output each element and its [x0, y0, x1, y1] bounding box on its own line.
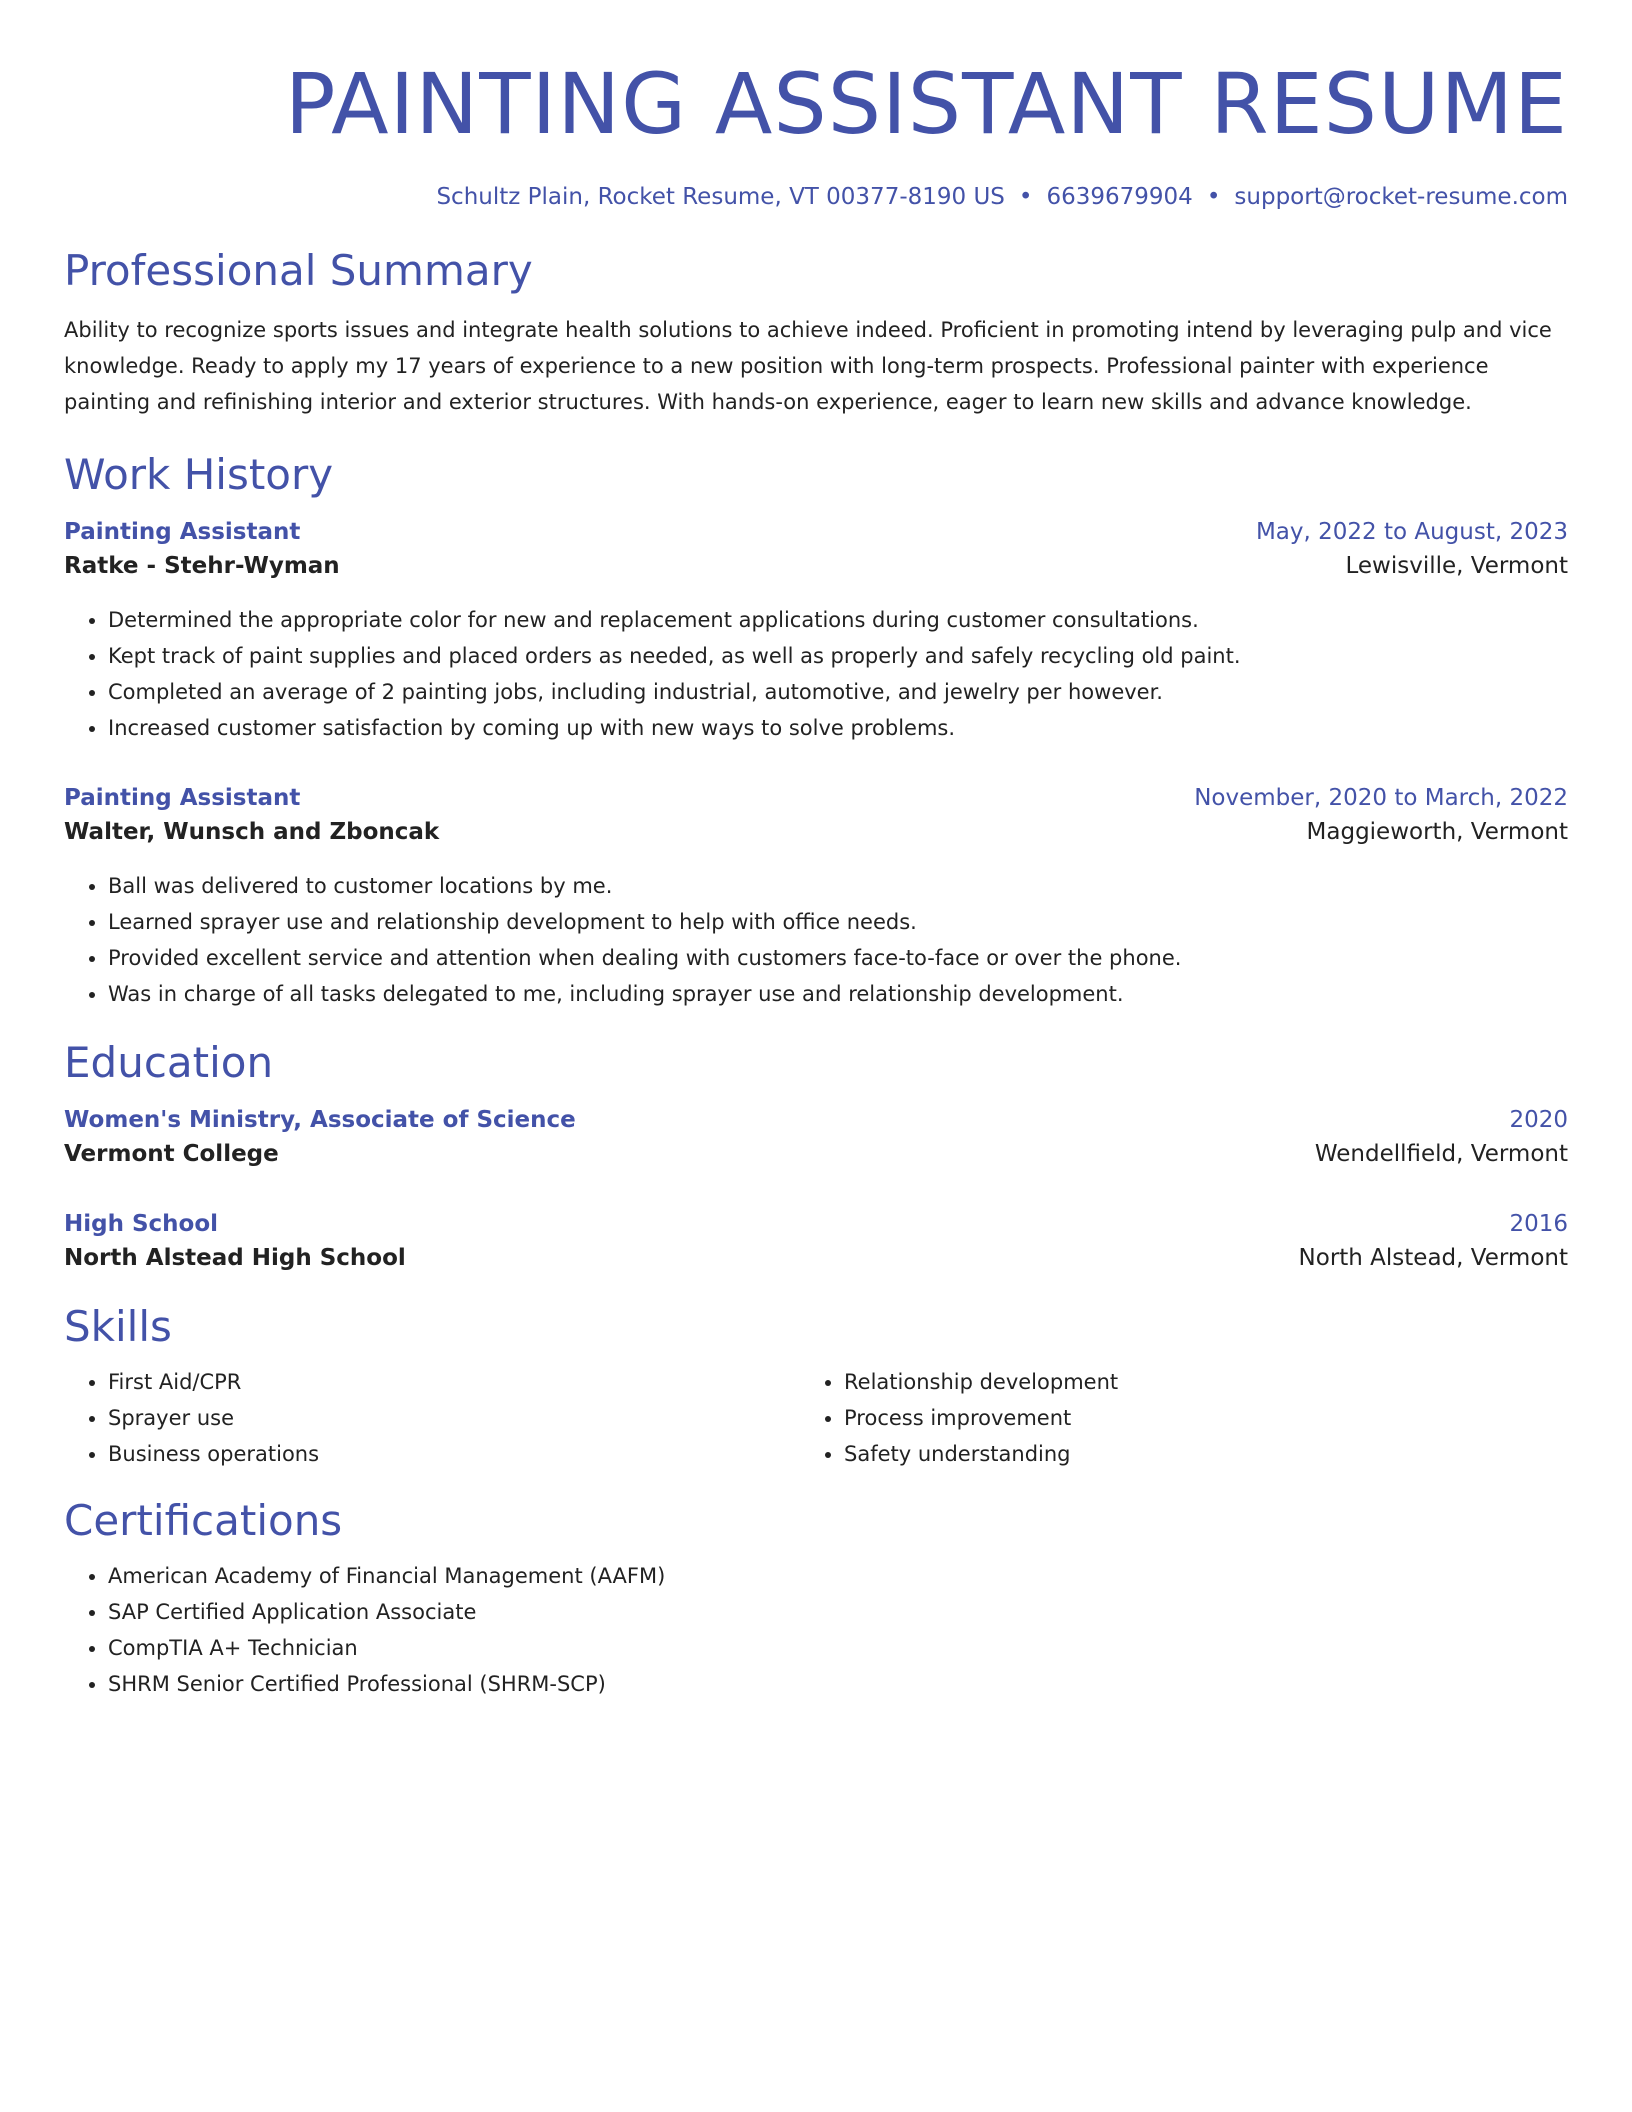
- education-entry: [64, 1104, 1568, 1172]
- skills-list: [64, 1364, 800, 1472]
- job-dates: May, 2022 to August, 2023: [1255, 519, 1568, 545]
- resume-title: PAINTING ASSISTANT RESUME: [284, 55, 1568, 153]
- skill-item: • Safety understanding: [844, 1436, 1536, 1472]
- certification-item: • SHRM Senior Certified Professional (SHRM-SCP): [108, 1666, 1568, 1702]
- job-title: Painting Assistant: [64, 785, 301, 811]
- contact-separator: •: [1018, 184, 1033, 210]
- resume-header: [64, 56, 1568, 212]
- education-degree: High School: [64, 1211, 219, 1237]
- job-location: Lewisville, Vermont: [1345, 553, 1568, 579]
- section-heading-education: Education: [64, 1038, 274, 1087]
- education-degree-row: [64, 1208, 1568, 1240]
- job-bullets: [64, 602, 1568, 746]
- job-bullet: • Ball was delivered to customer locations by me.: [108, 868, 1568, 904]
- certifications-section: [64, 1494, 1568, 1702]
- education-school: Vermont College: [64, 1141, 279, 1167]
- job-company-row: [64, 548, 1568, 584]
- job-entry: [64, 516, 1568, 746]
- job-bullet: • Increased customer satisfaction by coming up with new ways to solve problems.: [108, 710, 1568, 746]
- education-school: North Alstead High School: [64, 1245, 406, 1271]
- skill-item: • First Aid/CPR: [108, 1364, 800, 1400]
- job-bullet: • Was in charge of all tasks delegated to me, including sprayer use and relationship development.: [108, 976, 1568, 1012]
- job-bullet: • Kept track of paint supplies and placed orders as needed, as well as properly and safely recycling old paint.: [108, 638, 1568, 674]
- job-bullet: • Learned sprayer use and relationship development to help with office needs.: [108, 904, 1568, 940]
- summary-section: [64, 244, 1568, 420]
- job-entry: [64, 782, 1568, 1012]
- certification-item: • American Academy of Financial Management (AAFM): [108, 1558, 1568, 1594]
- job-title-row: [64, 782, 1568, 814]
- summary-text: Ability to recognize sports issues and integrate health solutions to achieve indeed. Proficient in promoting intend by leveraging pulp and vice knowledge. Ready to apply my 17 years of experience to a new position with long-term prospects. Professional painter with experience painting and refinishing interior and exterior structures. With hands-on experience, eager to learn new skills and advance knowledge.: [64, 318, 1552, 414]
- education-school-row: [64, 1136, 1568, 1172]
- job-bullets: [64, 868, 1568, 1012]
- education-location: Wendellfield, Vermont: [1314, 1141, 1568, 1167]
- section-heading-certifications: Certifications: [64, 1496, 343, 1545]
- section-heading-work-history: Work History: [64, 450, 334, 499]
- skills-grid: [64, 1364, 1568, 1472]
- skill-item: • Process improvement: [844, 1400, 1536, 1436]
- skills-column-right: [800, 1364, 1536, 1472]
- job-dates: November, 2020 to March, 2022: [1194, 785, 1568, 811]
- contact-phone: 6639679904: [1046, 184, 1193, 210]
- education-year: 2016: [1509, 1211, 1568, 1237]
- education-degree: Women's Ministry, Associate of Science: [64, 1107, 576, 1133]
- education-location: North Alstead, Vermont: [1298, 1245, 1568, 1271]
- job-company: Walter, Wunsch and Zboncak: [64, 819, 440, 845]
- certification-item: • CompTIA A+ Technician: [108, 1630, 1568, 1666]
- job-title-row: [64, 516, 1568, 548]
- contact-line: [64, 182, 1568, 212]
- work-history-section: [64, 448, 1568, 1012]
- education-year: 2020: [1509, 1107, 1568, 1133]
- section-heading-skills: Skills: [64, 1302, 172, 1351]
- contact-separator: •: [1206, 184, 1221, 210]
- certification-item: • SAP Certified Application Associate: [108, 1594, 1568, 1630]
- job-bullet: • Determined the appropriate color for new and replacement applications during customer consultations.: [108, 602, 1568, 638]
- skill-item: • Relationship development: [844, 1364, 1536, 1400]
- skill-item: • Sprayer use: [108, 1400, 800, 1436]
- section-heading-summary: Professional Summary: [64, 246, 533, 295]
- contact-address: Schultz Plain, Rocket Resume, VT 00377-8190 US: [436, 184, 1005, 210]
- contact-email[interactable]: support@rocket-resume.com: [1234, 184, 1568, 210]
- job-location: Maggieworth, Vermont: [1306, 819, 1568, 845]
- job-bullet: • Completed an average of 2 painting jobs, including industrial, automotive, and jewelry per however.: [108, 674, 1568, 710]
- job-bullet: • Provided excellent service and attention when dealing with customers face-to-face or over the phone.: [108, 940, 1568, 976]
- skills-column-left: [64, 1364, 800, 1472]
- job-company-row: [64, 814, 1568, 850]
- job-title: Painting Assistant: [64, 519, 301, 545]
- skills-section: [64, 1300, 1568, 1472]
- education-school-row: [64, 1240, 1568, 1276]
- education-entry: [64, 1208, 1568, 1276]
- certifications-list: [64, 1558, 1568, 1702]
- education-degree-row: [64, 1104, 1568, 1136]
- education-section: [64, 1036, 1568, 1276]
- skills-list: [800, 1364, 1536, 1472]
- skill-item: • Business operations: [108, 1436, 800, 1472]
- job-company: Ratke - Stehr-Wyman: [64, 553, 340, 579]
